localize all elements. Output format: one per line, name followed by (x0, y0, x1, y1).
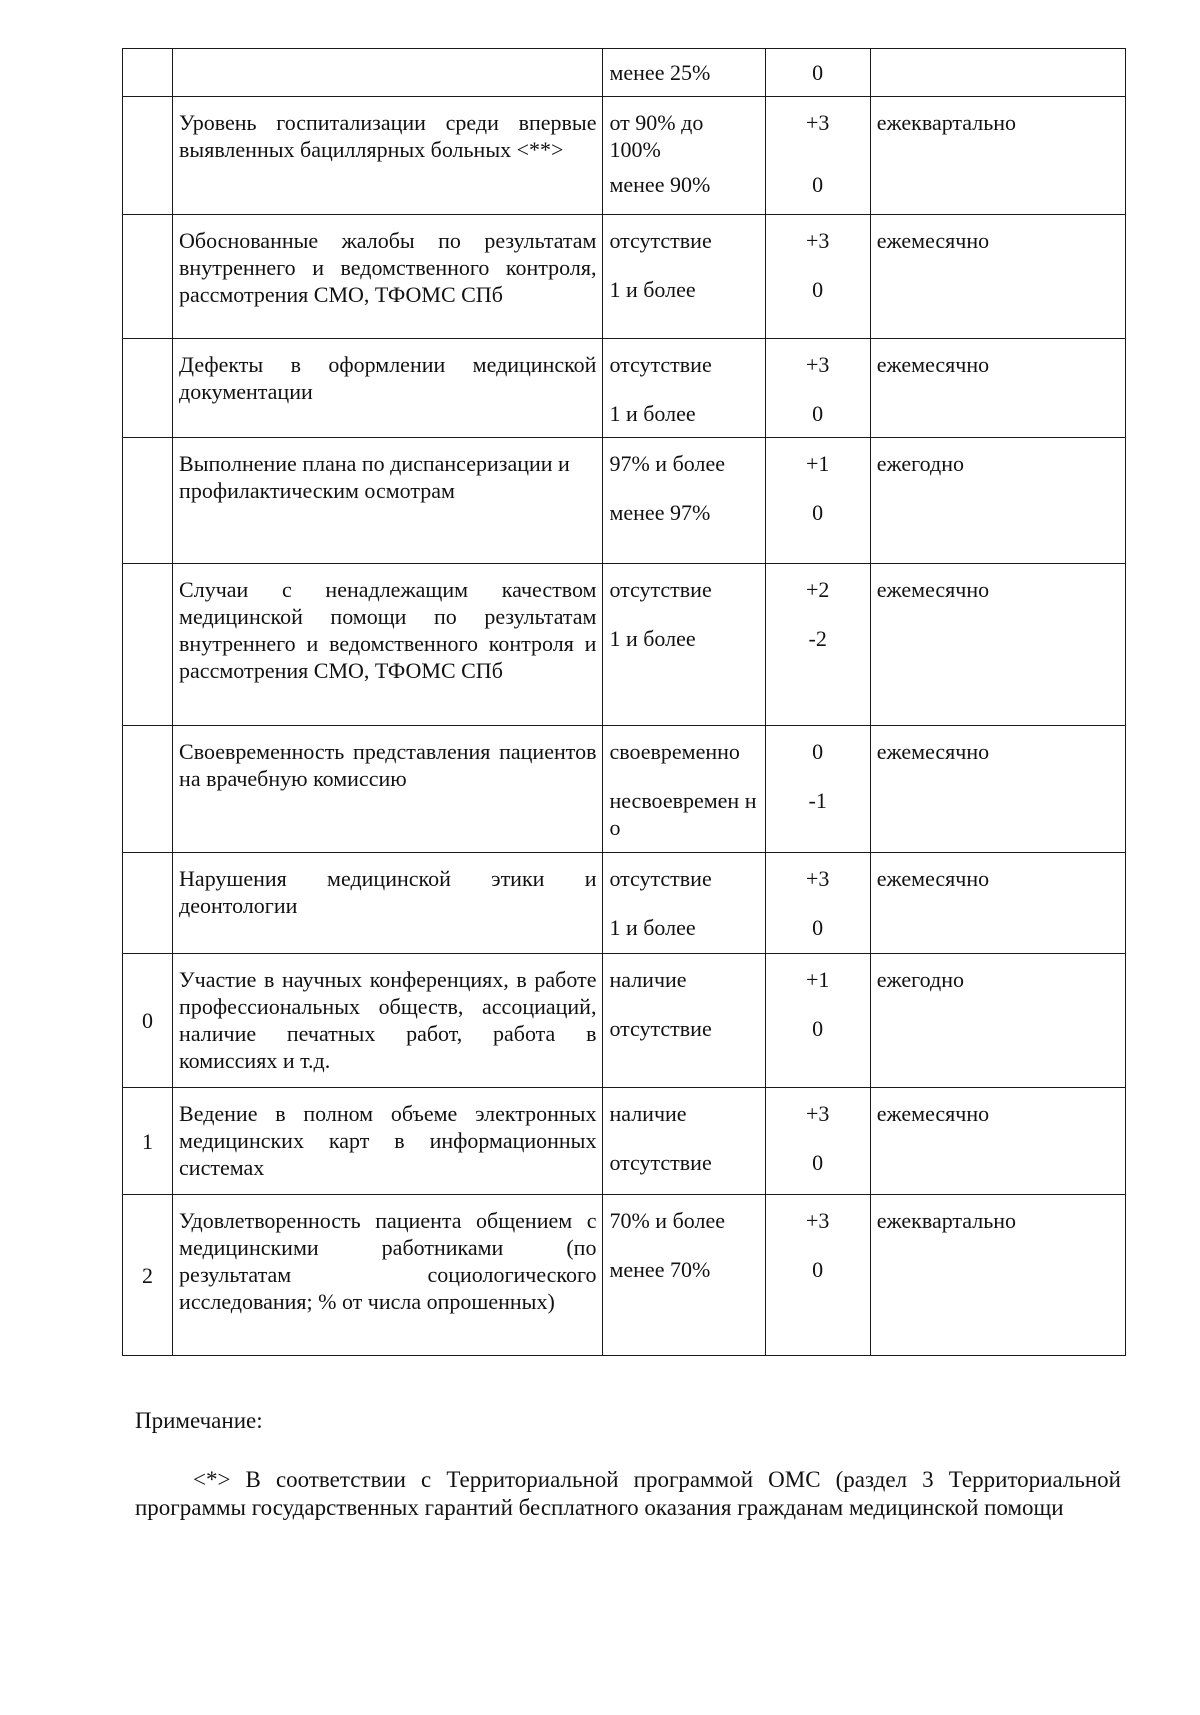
criterion-name (173, 49, 603, 97)
table-row (123, 97, 1126, 215)
condition-cell (603, 97, 765, 215)
condition-cell (603, 49, 765, 97)
score-cell (765, 1088, 870, 1195)
score-value: -2 (808, 626, 827, 651)
condition-value: менее 25% (609, 60, 711, 85)
condition-value: 97% и более (609, 451, 725, 476)
score-value: 0 (812, 1257, 824, 1282)
score-value: 0 (812, 277, 824, 302)
score-value: +1 (805, 967, 830, 992)
row-number (123, 97, 173, 215)
table-row (123, 1195, 1126, 1356)
condition-cell (603, 1088, 765, 1195)
condition-cell (603, 215, 765, 339)
score-value: +3 (805, 1101, 830, 1126)
condition-value: наличие (609, 1101, 687, 1126)
score-cell (765, 215, 870, 339)
score-cell (765, 49, 870, 97)
condition-cell (603, 726, 765, 853)
table-row (123, 564, 1126, 726)
condition-value: 1 и более (609, 626, 696, 651)
condition-value: отсутствие (609, 866, 712, 891)
score-value: 0 (812, 739, 824, 764)
score-value: 0 (812, 500, 824, 525)
table-row (123, 215, 1126, 339)
score-value: +3 (805, 1208, 830, 1233)
frequency-cell: ежемесячно (870, 726, 1125, 853)
score-cell (765, 339, 870, 438)
score-cell (765, 564, 870, 726)
condition-value: 70% и более (609, 1208, 725, 1233)
row-number (123, 438, 173, 564)
table-row (123, 49, 1126, 97)
criterion-name: Удовлетворенность пациента общением с медицинскими работниками (по результатам социологического исследования; % от числа опрошенных) (173, 1195, 603, 1356)
condition-value: отсутствие (609, 1016, 712, 1041)
row-number (123, 564, 173, 726)
condition-value: от 90% до 100% (609, 110, 704, 162)
criterion-name: Уровень госпитализации среди впервые выявленных бациллярных больных <**> (173, 97, 603, 215)
condition-value: отсутствие (609, 577, 712, 602)
criterion-name: Нарушения медицинской этики и деонтологии (173, 853, 603, 954)
table-row (123, 853, 1126, 954)
score-cell (765, 438, 870, 564)
condition-value: своевременно (609, 739, 740, 764)
row-number (123, 339, 173, 438)
condition-value: менее 70% (609, 1257, 711, 1282)
criteria-table (122, 48, 1126, 1356)
score-value: 0 (812, 915, 824, 940)
table-row (123, 726, 1126, 853)
frequency-cell (870, 49, 1125, 97)
criterion-name: Случаи с ненадлежащим качеством медицинской помощи по результатам внутреннего и ведомственного контроля и рассмотрения СМО, ТФОМС СПб (173, 564, 603, 726)
note-label: Примечание: (135, 1408, 263, 1433)
condition-value: отсутствие (609, 228, 712, 253)
score-value: 0 (812, 1016, 824, 1041)
score-value: +3 (805, 866, 830, 891)
row-number (123, 853, 173, 954)
table-row (123, 954, 1126, 1088)
table-row (123, 1088, 1126, 1195)
condition-value: наличие (609, 967, 687, 992)
frequency-cell: ежемесячно (870, 339, 1125, 438)
score-value: 0 (812, 172, 824, 197)
frequency-cell: ежегодно (870, 954, 1125, 1088)
score-value: +1 (805, 451, 830, 476)
condition-value: менее 90% (609, 172, 711, 197)
score-cell (765, 954, 870, 1088)
condition-cell (603, 853, 765, 954)
condition-cell (603, 1195, 765, 1356)
table-row (123, 438, 1126, 564)
score-value: +3 (805, 110, 830, 135)
row-number: 1 (123, 1088, 173, 1195)
condition-value: менее 97% (609, 500, 711, 525)
row-number (123, 726, 173, 853)
condition-cell (603, 954, 765, 1088)
condition-value: 1 и более (609, 277, 696, 302)
score-value: 0 (812, 1150, 824, 1175)
score-value: 0 (812, 401, 824, 426)
frequency-cell: ежемесячно (870, 564, 1125, 726)
score-value: 0 (812, 60, 824, 85)
criterion-name: Обоснованные жалобы по результатам внутреннего и ведомственного контроля, рассмотрения СМО, ТФОМС СПб (173, 215, 603, 339)
footnote-text: <*> В соответствии с Территориальной программой ОМС (раздел 3 Территориальной программы государственных гарантий бесплатного оказания гражданам медицинской помощи (135, 1467, 1121, 1520)
row-number (123, 215, 173, 339)
criterion-name: Ведение в полном объеме электронных медицинских карт в информационных системах (173, 1088, 603, 1195)
score-cell (765, 97, 870, 215)
frequency-cell: ежемесячно (870, 853, 1125, 954)
condition-value: отсутствие (609, 352, 712, 377)
table-row (123, 339, 1126, 438)
condition-value: отсутствие (609, 1150, 712, 1175)
frequency-cell: ежегодно (870, 438, 1125, 564)
condition-value: несвоевремен но (609, 788, 757, 840)
condition-cell (603, 438, 765, 564)
score-cell (765, 1195, 870, 1356)
condition-value: 1 и более (609, 915, 696, 940)
frequency-cell: ежеквартально (870, 97, 1125, 215)
frequency-cell: ежемесячно (870, 1088, 1125, 1195)
row-number: 0 (123, 954, 173, 1088)
criterion-name: Выполнение плана по диспансеризации и профилактическим осмотрам (173, 438, 603, 564)
score-value: +2 (805, 577, 830, 602)
condition-cell (603, 339, 765, 438)
criterion-name: Участие в научных конференциях, в работе профессиональных обществ, ассоциаций, наличие печатных работ, работа в комиссиях и т.д. (173, 954, 603, 1088)
score-cell (765, 726, 870, 853)
score-value: -1 (808, 788, 827, 813)
condition-cell (603, 564, 765, 726)
condition-value: 1 и более (609, 401, 696, 426)
row-number (123, 49, 173, 97)
frequency-cell: ежемесячно (870, 215, 1125, 339)
score-cell (765, 853, 870, 954)
row-number: 2 (123, 1195, 173, 1356)
frequency-cell: ежеквартально (870, 1195, 1125, 1356)
score-value: +3 (805, 352, 830, 377)
criterion-name: Своевременность представления пациентов на врачебную комиссию (173, 726, 603, 853)
criterion-name: Дефекты в оформлении медицинской документации (173, 339, 603, 438)
score-value: +3 (805, 228, 830, 253)
